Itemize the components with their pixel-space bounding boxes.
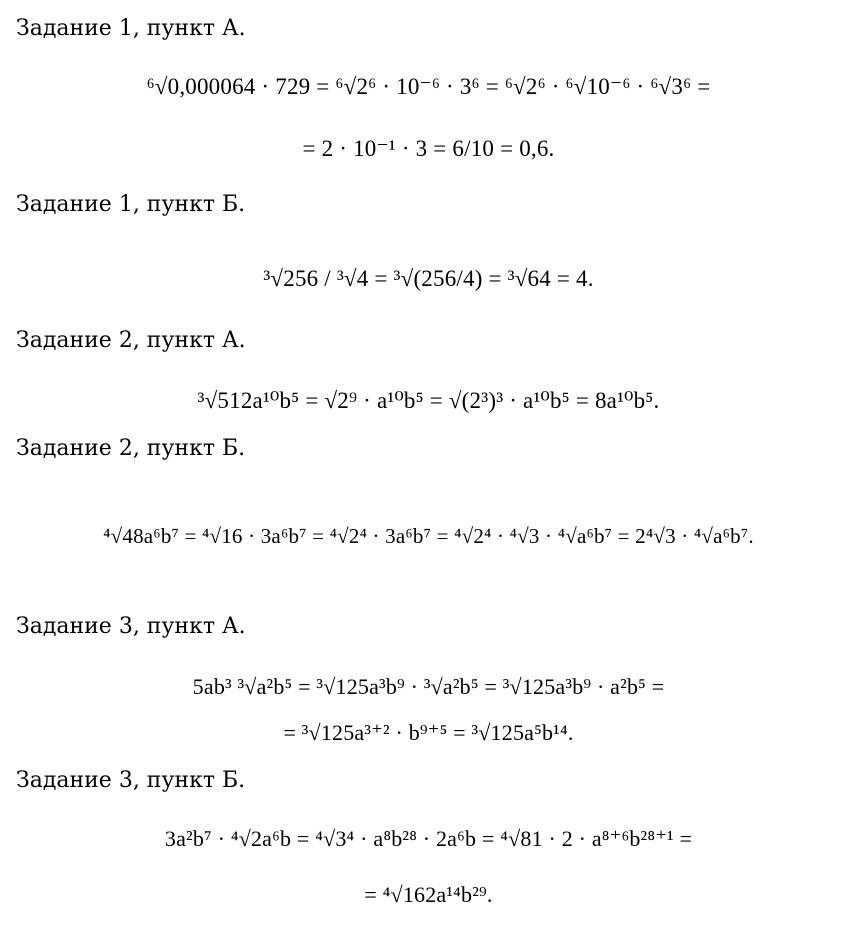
section-heading: Задание 3, пункт Б.: [16, 768, 246, 793]
equation-line: ⁴√48a⁶b⁷ = ⁴√16 · 3a⁶b⁷ = ⁴√2⁴ · 3a⁶b⁷ = ⁴√2⁴ · ⁴√3 · ⁴√a⁶b⁷ = 2⁴√3 · ⁴√a⁶b⁷.: [103, 524, 754, 548]
section-heading: Задание 1, пункт Б.: [16, 192, 246, 217]
section-heading: Задание 1, пункт А.: [16, 16, 246, 41]
equation-line: = ³√125a³⁺² · b⁹⁺⁵ = ³√125a⁵b¹⁴.: [283, 720, 574, 745]
equation-line: ⁶√0,000064 · 729 = ⁶√2⁶ · 10⁻⁶ · 3⁶ = ⁶√2⁶ · ⁶√10⁻⁶ · ⁶√3⁶ =: [146, 74, 711, 99]
equation-line: = 2 · 10⁻¹ · 3 = 6/10 = 0,6.: [302, 136, 555, 161]
section-heading: Задание 3, пункт А.: [16, 614, 246, 639]
equation-line: ³√256 / ³√4 = ³√(256/4) = ³√64 = 4.: [263, 266, 594, 291]
equation-line: 3a²b⁷ · ⁴√2a⁶b = ⁴√3⁴ · a⁸b²⁸ · 2a⁶b = ⁴√81 · 2 · a⁸⁺⁶b²⁸⁺¹ =: [164, 826, 693, 851]
equation-line: = ⁴√162a¹⁴b²⁹.: [364, 882, 493, 907]
equation-line: ³√512a¹⁰b⁵ = √2⁹ · a¹⁰b⁵ = √(2³)³ · a¹⁰b⁵ = 8a¹⁰b⁵.: [197, 388, 660, 413]
section-heading: Задание 2, пункт Б.: [16, 436, 246, 461]
section-heading: Задание 2, пункт А.: [16, 328, 246, 353]
equation-line: 5ab³ ³√a²b⁵ = ³√125a³b⁹ · ³√a²b⁵ = ³√125a³b⁹ · a²b⁵ =: [192, 674, 665, 699]
